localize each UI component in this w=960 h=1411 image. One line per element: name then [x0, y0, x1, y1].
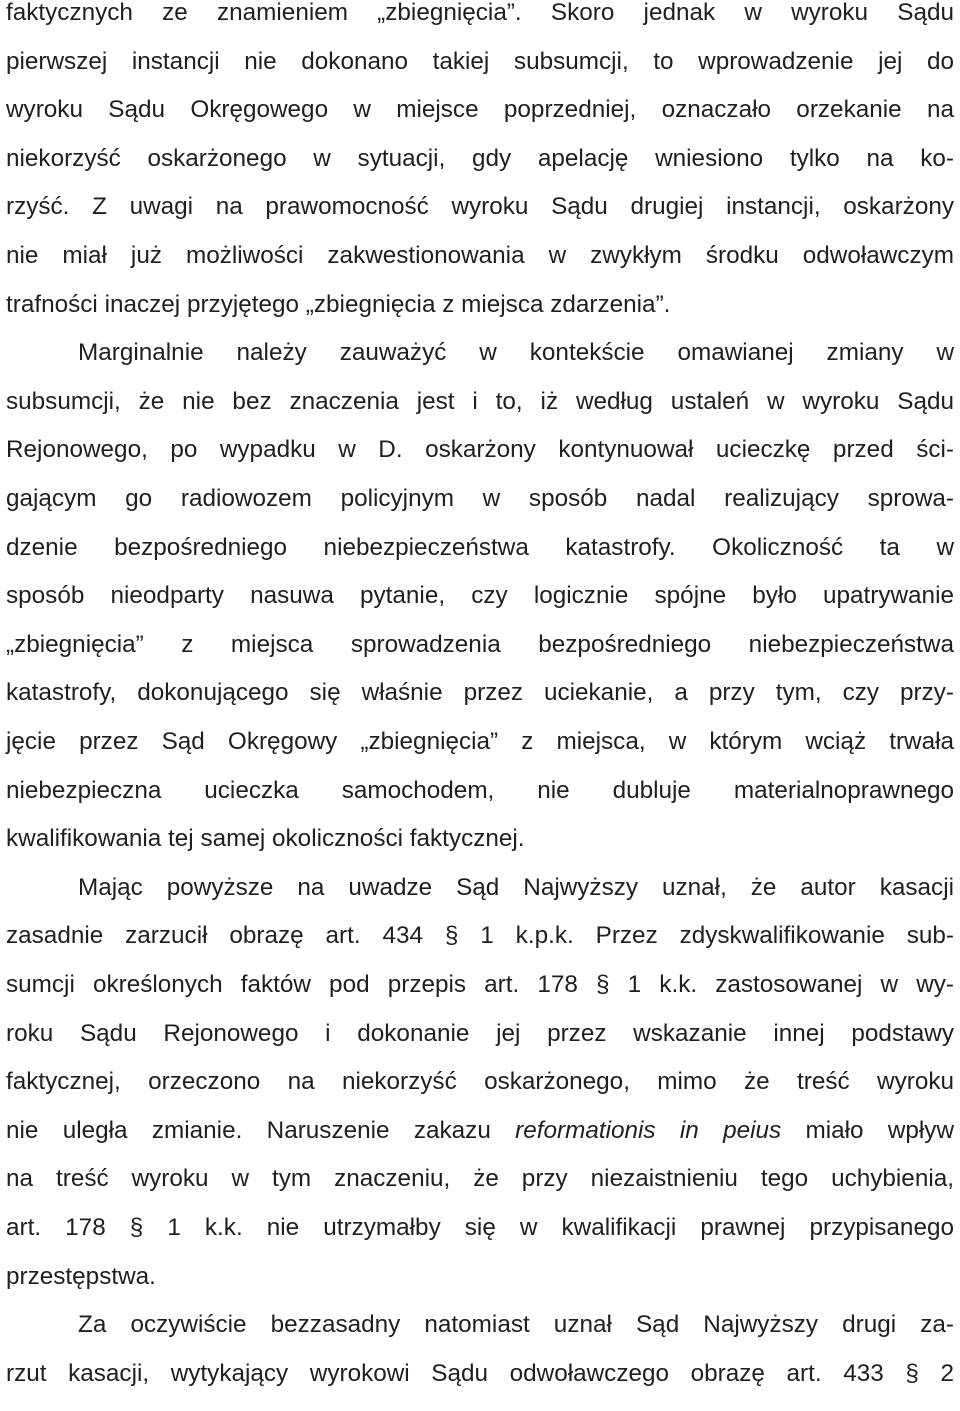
text-line: sumcji określonych faktów pod przepis art. 178 § 1 k.k. zastosowanej w wy-: [6, 971, 954, 998]
text-line: Rejonowego, po wypadku w D. oskarżony kontynuował ucieczkę przed ści-: [6, 436, 954, 464]
text-line: pierwszej instancji nie dokonano takiej subsumcji, to wprowadzenie jej do: [6, 47, 954, 75]
text-line: jęcie przez Sąd Okręgowy „zbiegnięcia” z miejsca, w którym wciąż trwała: [6, 728, 954, 755]
text-line: katastrofy, dokonującego się właśnie przez uciekanie, a przy tym, czy przy-: [6, 679, 954, 707]
text-line: gającym go radiowozem policyjnym w sposób nadal realizujący sprowa-: [6, 485, 954, 512]
text-line: roku Sądu Rejonowego i dokonanie jej przez wskazanie innej podstawy: [6, 1019, 954, 1047]
text-line: rzut kasacji, wytykający wyrokowi Sądu odwoławczego obrazę art. 433 § 2: [6, 1359, 954, 1387]
text-line: kwalifikowania tej samej okoliczności faktycznej.: [6, 825, 525, 853]
text-line: zasadnie zarzucił obrazę art. 434 § 1 k.p.k. Przez zdyskwalifikowanie sub-: [6, 922, 954, 950]
paragraph-first-line: Za oczywiście bezzasadny natomiast uznał Sąd Najwyższy drugi za-: [78, 1311, 954, 1339]
text-line: faktycznych ze znamieniem „zbiegnięcia”. Skoro jednak w wyroku Sądu: [6, 0, 954, 26]
paragraph-first-line: Mając powyższe na uwadze Sąd Najwyższy uznał, że autor kasacji: [78, 873, 954, 901]
paragraph-first-line: Marginalnie należy zauważyć w kontekście omawianej zmiany w: [78, 339, 954, 367]
text-line: nie uległa zmianie. Naruszenie zakazu reformationis in peius miało wpływ: [6, 1116, 954, 1144]
text-line: nie miał już możliwości zakwestionowania w zwykłym środku odwoławczym: [6, 242, 954, 269]
text-line: niekorzyść oskarżonego w sytuacji, gdy apelację wniesiono tylko na ko-: [6, 144, 954, 172]
text-line: dzenie bezpośredniego niebezpieczeństwa katastrofy. Okoliczność ta w: [6, 533, 954, 561]
text-line: niebezpieczna ucieczka samochodem, nie dubluje materialnoprawnego: [6, 776, 954, 804]
text-line: faktycznej, orzeczono na niekorzyść oskarżonego, mimo że treść wyroku: [6, 1068, 954, 1096]
text-line: wyroku Sądu Okręgowego w miejsce poprzedniej, oznaczało orzekanie na: [6, 96, 954, 124]
text-line: art. 178 § 1 k.k. nie utrzymałby się w kwalifikacji prawnej przypisanego: [6, 1214, 954, 1241]
text-line: subsumcji, że nie bez znaczenia jest i to, iż według ustaleń w wyroku Sądu: [6, 387, 954, 415]
text-line: „zbiegnięcia” z miejsca sprowadzenia bezpośredniego niebezpieczeństwa: [6, 630, 954, 658]
text-line: na treść wyroku w tym znaczeniu, że przy niezaistnieniu tego uchybienia,: [6, 1165, 954, 1193]
text-line: rzyść. Z uwagi na prawomocność wyroku Sądu drugiej instancji, oskarżony: [6, 193, 954, 221]
text-line: przestępstwa.: [6, 1262, 156, 1290]
text-line: trafności inaczej przyjętego „zbiegnięcia z miejsca zdarzenia”.: [6, 290, 671, 318]
text-line: sposób nieodparty nasuwa pytanie, czy logicznie spójne było upatrywanie: [6, 582, 954, 610]
